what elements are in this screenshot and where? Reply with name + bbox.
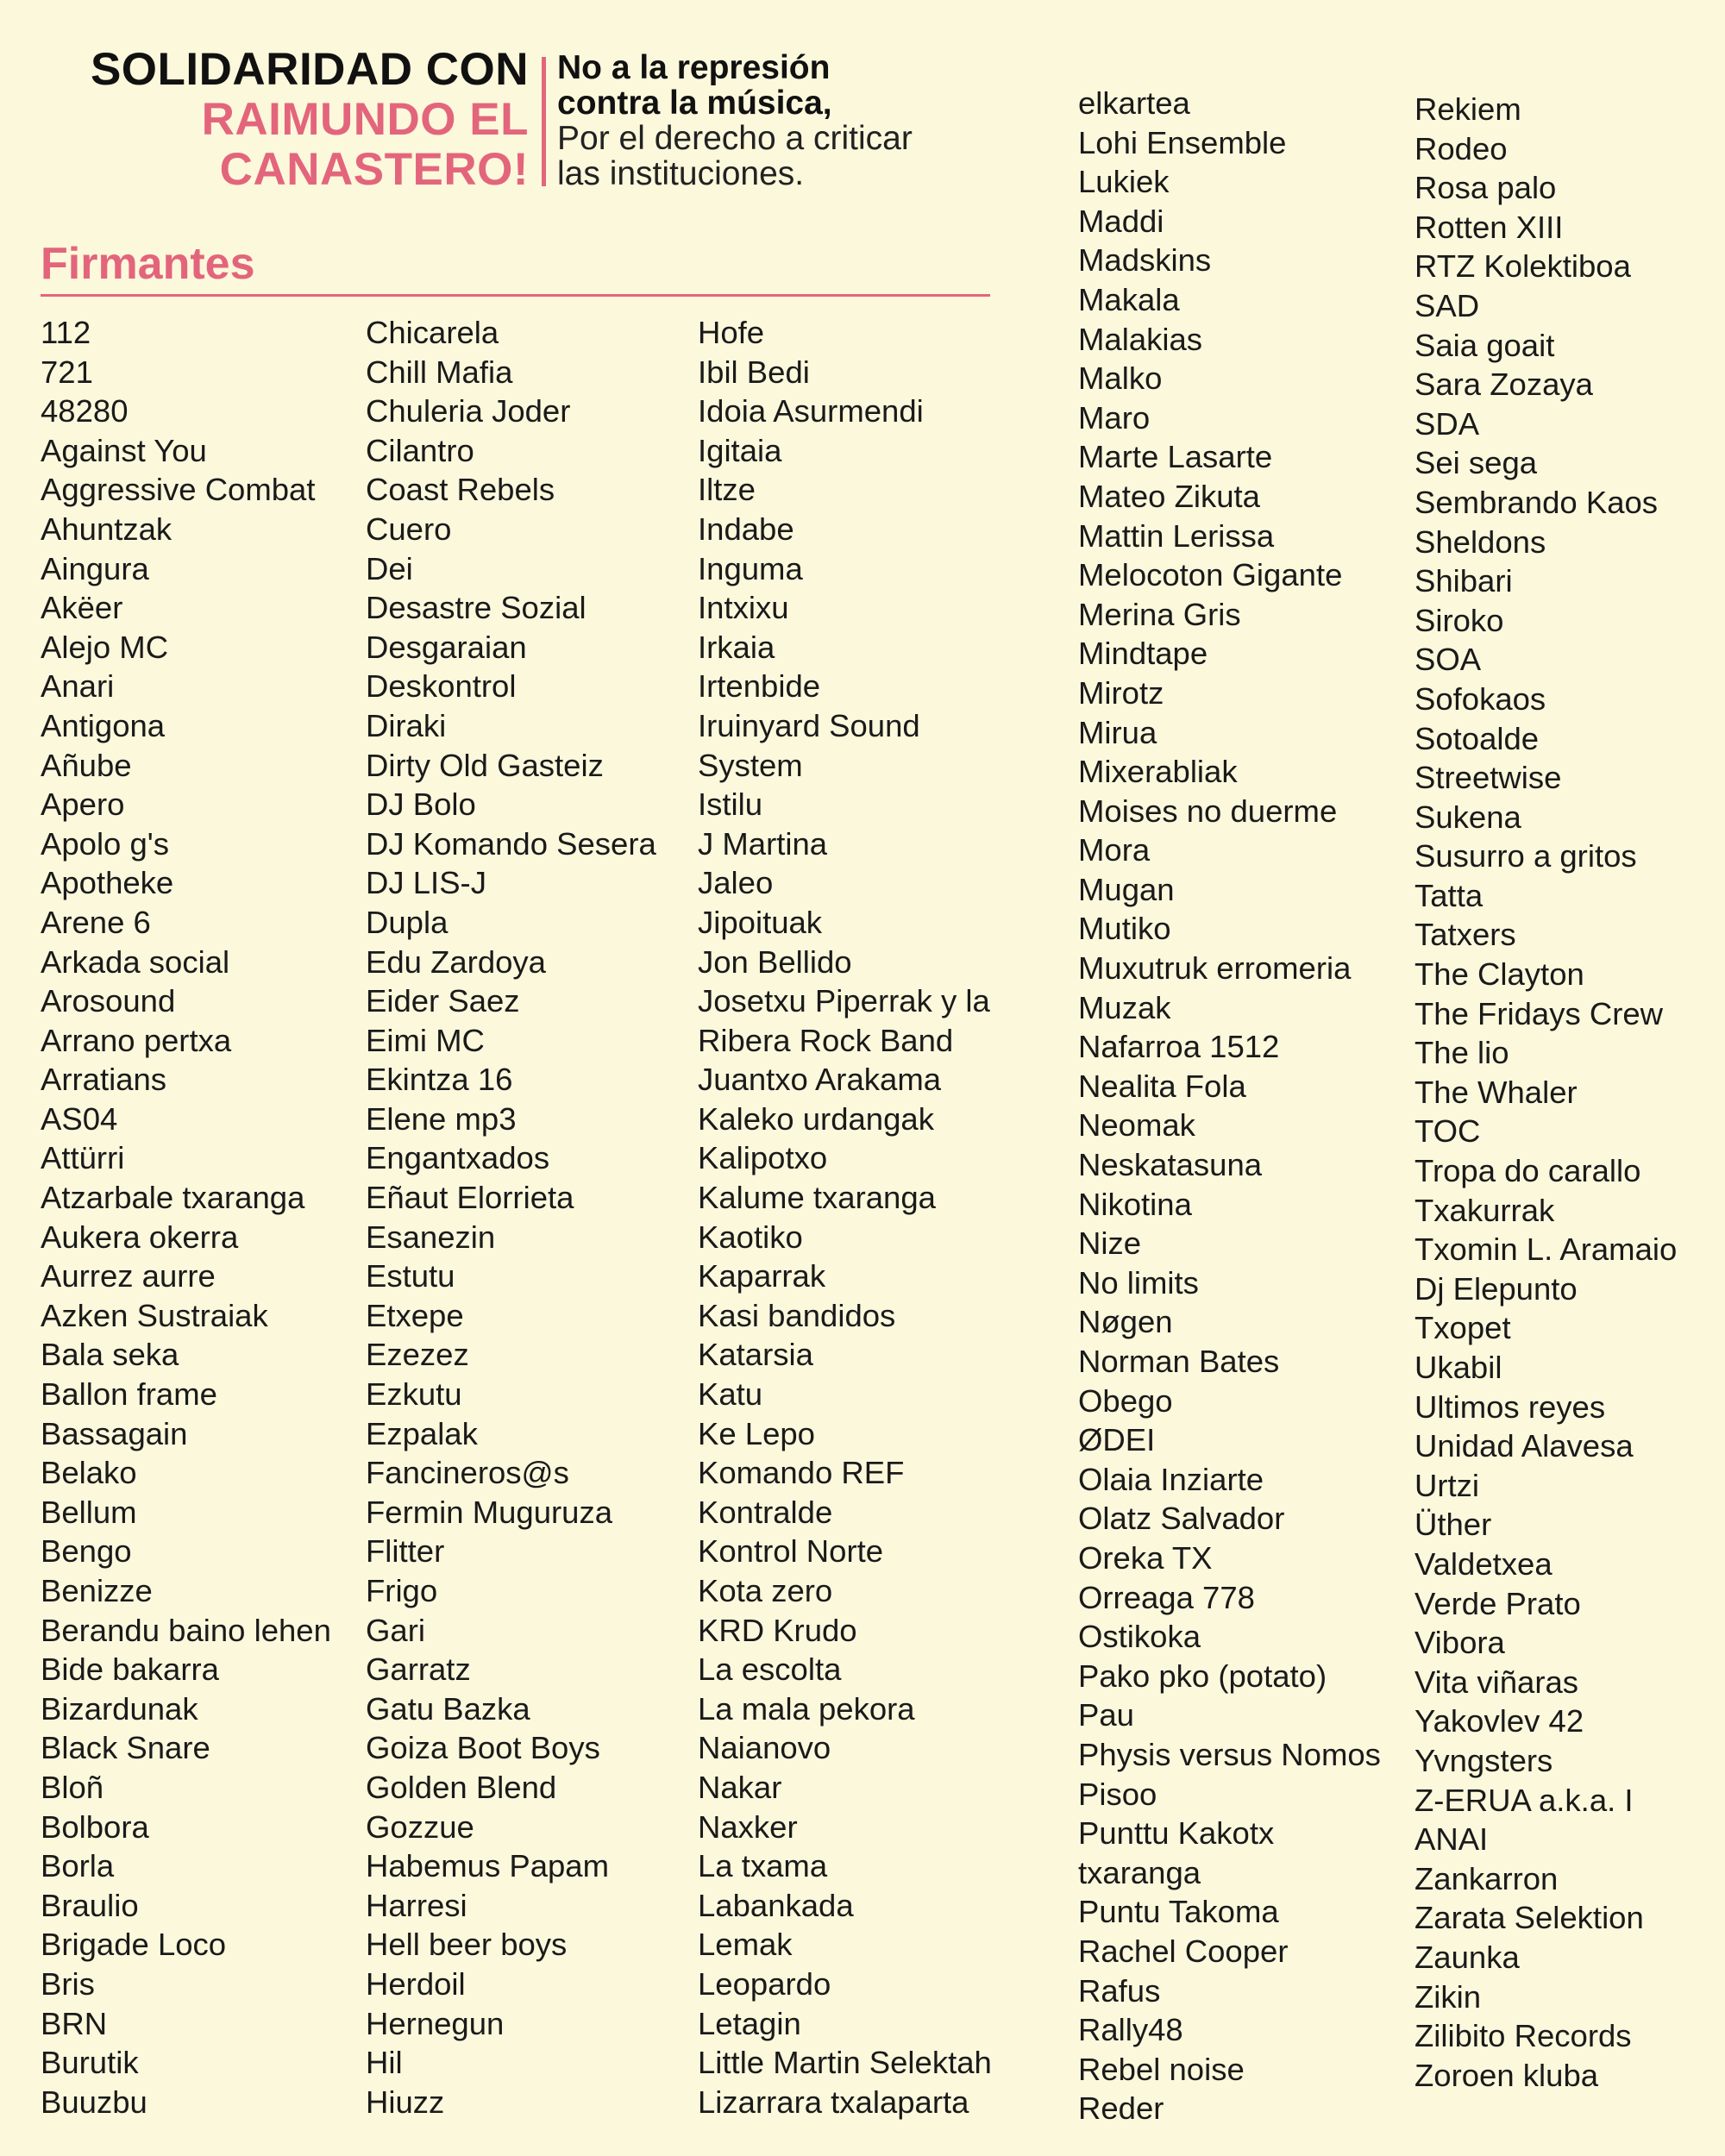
signatory-item: Katu <box>698 1376 763 1413</box>
signatory-item: Streetwise <box>1414 760 1562 796</box>
signatory-item: Coast Rebels <box>366 472 555 508</box>
signatory-item: Little Martin Selektah <box>698 2045 992 2081</box>
signatory-item: Arene 6 <box>41 904 151 940</box>
signatory-item: Txopet <box>1414 1310 1511 1346</box>
signatory-item: Habemus Papam <box>366 1848 610 1884</box>
signatory-item: Kaparrak <box>698 1258 826 1294</box>
signatory-item: Rafus <box>1078 1972 1161 2009</box>
signatory-item: The Whaler <box>1414 1074 1578 1110</box>
headline-line-2: RAIMUNDO EL <box>201 94 529 145</box>
signatory-item: The Fridays Crew <box>1414 995 1664 1031</box>
signatory-item: Marte Lasarte <box>1078 439 1273 475</box>
signatory-item: Dj Elepunto <box>1414 1270 1578 1307</box>
signatory-item: Sara Zozaya <box>1414 367 1593 403</box>
signatory-item: elkartea <box>1078 85 1190 121</box>
signatory-item: Attürri <box>41 1140 125 1176</box>
signatory-item: Irtenbide <box>698 668 821 705</box>
signatory-item: Rotten XIII <box>1414 209 1564 245</box>
signatory-item: Benizze <box>41 1573 153 1608</box>
signatory-item: Ezpalak <box>366 1415 478 1451</box>
signatory-item: Dupla <box>366 904 448 940</box>
signatory-item: Elene mp3 <box>366 1100 517 1137</box>
signatory-item: Pako pko (potato) <box>1078 1658 1327 1694</box>
signatory-item: Yakovlev 42 <box>1414 1703 1584 1739</box>
signatory-item: Chuleria Joder <box>366 393 571 429</box>
signatory-item: Intxixu <box>698 590 789 626</box>
signatory-item: Idoia Asurmendi <box>698 393 924 429</box>
signatory-item: 112 <box>41 315 91 350</box>
signatory-item: La mala pekora <box>698 1690 915 1727</box>
signatory-item: Mirua <box>1078 714 1157 750</box>
signatory-item: Txomin L. Aramaio <box>1414 1232 1678 1268</box>
signatory-item: Orreaga 778 <box>1078 1579 1255 1615</box>
subheadline-line-2: contra la música, <box>557 85 832 122</box>
signatory-item: Bassagain <box>41 1415 188 1451</box>
signatory-item: Zankarron <box>1414 1860 1559 1896</box>
signatory-item: 48280 <box>41 393 129 429</box>
signatory-item: SOA <box>1414 642 1482 678</box>
signatory-item: Aggressive Combat <box>41 472 316 508</box>
signatory-item: No limits <box>1078 1264 1199 1300</box>
signatory-item: Eñaut Elorrieta <box>366 1180 574 1216</box>
signatory-item: SAD <box>1414 287 1480 323</box>
signatory-item: Vibora <box>1414 1625 1505 1661</box>
headline <box>52 45 529 195</box>
signatory-item: Aukera okerra <box>41 1219 239 1255</box>
signatory-item: Bide bakarra <box>41 1651 219 1688</box>
signatory-item: Reder <box>1078 2090 1164 2127</box>
signatory-item: Valdetxea <box>1414 1545 1552 1582</box>
signatory-item: BRN <box>41 2005 108 2041</box>
signatory-item: Mirotz <box>1078 674 1164 711</box>
signatory-item: SDA <box>1414 405 1480 442</box>
signatory-item: Jaleo <box>698 865 774 901</box>
signatory-item: Naianovo <box>698 1730 831 1766</box>
headline-line-3: CANASTERO! <box>219 144 529 195</box>
signatory-item: Bris <box>41 1965 95 2002</box>
signatory-item: Ballon frame <box>41 1376 217 1413</box>
subheadline <box>557 50 913 191</box>
signatory-item: Arkada social <box>41 943 230 980</box>
signatory-item: Malakias <box>1078 321 1203 357</box>
signatory-item: Juantxo Arakama <box>698 1062 942 1098</box>
signatory-item: Rosa palo <box>1414 170 1557 206</box>
subheadline-line-4: las instituciones. <box>557 155 805 192</box>
signatories-column-1 <box>41 313 331 2122</box>
signatory-item: Desgaraian <box>366 629 527 665</box>
signatory-item: Obego <box>1078 1382 1173 1419</box>
signatory-item: Merina Gris <box>1078 596 1241 632</box>
signatory-item: Kasi bandidos <box>698 1297 896 1333</box>
signatory-item: Pau <box>1078 1697 1134 1733</box>
signatory-item: Igitaia <box>698 432 782 468</box>
signatory-item: Susurro a gritos <box>1414 838 1637 874</box>
signatory-item: Madskins <box>1078 242 1212 279</box>
signatory-item: Sukena <box>1414 799 1521 835</box>
signatory-item: Aurrez aurre <box>41 1258 216 1294</box>
signatory-item: Neomak <box>1078 1107 1195 1144</box>
signatory-item: Rebel noise <box>1078 2051 1245 2087</box>
signatory-item: Kontralde <box>698 1494 833 1530</box>
signatory-item: The Clayton <box>1414 956 1584 993</box>
signatory-item: Against You <box>41 432 207 468</box>
signatory-item: Mutiko <box>1078 911 1171 947</box>
signatory-item: Nakar <box>698 1769 782 1805</box>
signatory-item: Lizarrara txalaparta <box>698 2084 969 2120</box>
signatory-item: Muxutruk erromeria <box>1078 950 1352 987</box>
signatory-item: Atzarbale txaranga <box>41 1180 305 1216</box>
signatory-item: La escolta <box>698 1651 842 1688</box>
section-title: Firmantes <box>41 239 255 289</box>
signatory-item: Bloñ <box>41 1769 104 1805</box>
signatory-item: Ostikoka <box>1078 1619 1201 1655</box>
signatory-item: Aingura <box>41 550 149 586</box>
signatory-item: Hiuzz <box>366 2084 445 2120</box>
signatory-item: Desastre Sozial <box>366 590 586 626</box>
signatory-item: Hell beer boys <box>366 1927 568 1963</box>
signatory-item: Edu Zardoya <box>366 943 546 980</box>
signatory-item: Mugan <box>1078 871 1175 907</box>
subheadline-line-1: No a la represión <box>557 49 831 86</box>
signatory-item: Bolbora <box>41 1808 149 1845</box>
signatory-item: Apotheke <box>41 865 174 901</box>
signatory-item: Pisoo <box>1078 1776 1157 1812</box>
signatory-item: Irkaia <box>698 629 775 665</box>
signatory-item: Urtzi <box>1414 1467 1480 1503</box>
signatory-item: Txakurrak <box>1414 1192 1555 1228</box>
signatory-item: Z-ERUA a.k.a. I <box>1414 1782 1634 1818</box>
signatory-item: Hernegun <box>366 2005 505 2041</box>
signatory-item: Shibari <box>1414 563 1513 599</box>
signatory-item: Mixerabliak <box>1078 754 1238 790</box>
signatory-item: Oreka TX <box>1078 1539 1213 1576</box>
signatory-item: ØDEI <box>1078 1422 1156 1458</box>
signatory-item: Frigo <box>366 1573 438 1608</box>
signatory-item: Ekintza 16 <box>366 1062 513 1098</box>
signatory-item: Josetxu Piperrak y la <box>698 983 990 1019</box>
signatory-item: Kaleko urdangak <box>698 1100 934 1137</box>
signatory-item: Sofokaos <box>1414 680 1546 717</box>
signatories-column-3 <box>698 313 992 2122</box>
signatory-item: Ahuntzak <box>41 511 172 547</box>
signatory-item: Deskontrol <box>366 668 517 705</box>
signatory-item: La txama <box>698 1848 828 1884</box>
signatory-item: Sei sega <box>1414 445 1538 481</box>
signatory-item: KRD Krudo <box>698 1612 857 1648</box>
signatory-item: Zaunka <box>1414 1939 1520 1975</box>
signatory-item: Gozzue <box>366 1808 474 1845</box>
signatory-item: DJ Komando Sesera <box>366 825 656 862</box>
signatory-item: Diraki <box>366 707 447 743</box>
signatory-item: Norman Bates <box>1078 1344 1280 1379</box>
signatory-item: Malko <box>1078 360 1163 397</box>
signatory-item: Nafarroa 1512 <box>1078 1029 1280 1065</box>
signatory-item: Arosound <box>41 983 176 1019</box>
signatory-item: Belako <box>41 1455 137 1491</box>
signatory-item: Alejo MC <box>41 629 169 665</box>
signatory-item: Leopardo <box>698 1965 831 2002</box>
signatory-item: Komando REF <box>698 1455 905 1491</box>
signatory-item: Gatu Bazka <box>366 1690 530 1727</box>
signatory-item: Arratians <box>41 1062 167 1098</box>
signatory-item: Unidad Alavesa <box>1414 1428 1634 1464</box>
signatory-item: Iruinyard Sound <box>698 707 920 743</box>
signatory-item: Borla <box>41 1848 115 1884</box>
signatory-item: Maro <box>1078 399 1151 436</box>
signatory-item: Zilibito Records <box>1414 2018 1632 2054</box>
signatory-item: Arrano pertxa <box>41 1022 232 1058</box>
signatory-item: Sotoalde <box>1414 720 1540 756</box>
signatory-item: Zarata Selektion <box>1414 1900 1644 1936</box>
signatory-item: Dei <box>366 550 413 586</box>
signatory-item: Puntu Takoma <box>1078 1894 1279 1930</box>
signatory-item: Antigona <box>41 707 166 743</box>
signatory-item: Eider Saez <box>366 983 520 1019</box>
signatory-item: Iltze <box>698 472 756 508</box>
signatory-item: Kalume txaranga <box>698 1180 936 1216</box>
signatory-item: Bizardunak <box>41 1690 198 1727</box>
header-divider <box>542 57 546 186</box>
signatory-item: Golden Blend <box>366 1769 557 1805</box>
signatory-item: Mindtape <box>1078 636 1208 672</box>
signatory-item: Labankada <box>698 1887 854 1923</box>
signatory-item: Muzak <box>1078 989 1171 1025</box>
signatory-item: Jon Bellido <box>698 943 852 980</box>
signatory-item: Estutu <box>366 1258 455 1294</box>
signatory-item: Lukiek <box>1078 164 1170 200</box>
signatory-item: J Martina <box>698 825 828 862</box>
signatory-item: Black Snare <box>41 1730 210 1766</box>
signatory-item: Mateo Zikuta <box>1078 478 1260 514</box>
signatory-item: Vita viñaras <box>1414 1664 1579 1700</box>
signatory-item: Moises no duerme <box>1078 793 1338 829</box>
signatory-item: 721 <box>41 354 93 390</box>
signatory-item: Ke Lepo <box>698 1415 815 1451</box>
signatory-item: Punttu Kakotx <box>1078 1815 1275 1852</box>
signatory-item: System <box>698 747 803 783</box>
signatory-item: Ukabil <box>1414 1350 1502 1385</box>
signatory-item: Saia goait <box>1414 327 1555 363</box>
signatory-item: Azken Sustraiak <box>41 1297 268 1333</box>
signatory-item: Bellum <box>41 1494 137 1530</box>
signatory-item: Ezezez <box>366 1337 469 1373</box>
signatory-item: Rodeo <box>1414 130 1508 166</box>
signatory-item: Buuzbu <box>41 2084 147 2120</box>
signatory-item: Lohi Ensemble <box>1078 124 1287 160</box>
signatory-item: Kontrol Norte <box>698 1533 884 1570</box>
signatory-item: DJ LIS-J <box>366 865 486 901</box>
signatory-item: ANAI <box>1414 1821 1489 1858</box>
signatory-item: Añube <box>41 747 132 783</box>
signatory-item: Yvngsters <box>1414 1742 1553 1778</box>
signatory-item: txaranga <box>1078 1854 1201 1890</box>
signatory-item: Burutik <box>41 2045 139 2081</box>
signatory-item: Berandu baino lehen <box>41 1612 331 1648</box>
signatory-item: Cilantro <box>366 432 474 468</box>
signatory-item: Jipoituak <box>698 904 823 940</box>
signatory-item: Apero <box>41 787 125 823</box>
signatory-item: Harresi <box>366 1887 467 1923</box>
signatory-item: Nize <box>1078 1225 1142 1262</box>
signatory-item: The lio <box>1414 1035 1509 1071</box>
signatory-item: Fermin Muguruza <box>366 1494 613 1530</box>
subheadline-line-3: Por el derecho a criticar <box>557 120 913 157</box>
signatory-item: Neskatasuna <box>1078 1147 1263 1183</box>
signatory-item: DJ Bolo <box>366 787 476 823</box>
signatory-item: Braulio <box>41 1887 139 1923</box>
signatory-item: Chicarela <box>366 315 499 350</box>
signatory-item: Hofe <box>698 315 765 350</box>
signatory-item: Mora <box>1078 832 1151 868</box>
signatory-item: Anari <box>41 668 115 705</box>
signatory-item: Nealita Fola <box>1078 1068 1246 1104</box>
signatory-item: Etxepe <box>366 1297 464 1333</box>
signatory-item: Hil <box>366 2045 403 2081</box>
signatory-item: Gari <box>366 1612 425 1648</box>
signatory-item: Istilu <box>698 787 763 823</box>
signatory-item: Melocoton Gigante <box>1078 557 1343 593</box>
signatory-item: Apolo g's <box>41 825 170 862</box>
signatory-item: Katarsia <box>698 1337 813 1373</box>
signatory-item: Nøgen <box>1078 1304 1173 1340</box>
signatory-item: Nikotina <box>1078 1186 1192 1222</box>
signatory-item: Lemak <box>698 1927 793 1963</box>
signatory-item: Goiza Boot Boys <box>366 1730 600 1766</box>
signatory-item: Letagin <box>698 2005 801 2041</box>
signatory-item: Herdoil <box>366 1965 466 2002</box>
signatory-item: Ultimos reyes <box>1414 1388 1606 1425</box>
signatory-item: Indabe <box>698 511 794 547</box>
signatory-item: Akëer <box>41 590 123 626</box>
signatory-item: Kalipotxo <box>698 1140 828 1176</box>
signatory-item: Physis versus Nomos <box>1078 1736 1381 1772</box>
signatory-item: Dirty Old Gasteiz <box>366 747 604 783</box>
signatory-item: AS04 <box>41 1100 118 1137</box>
signatory-item: Tatta <box>1414 877 1484 913</box>
signatories-column-5 <box>1414 90 1677 2095</box>
signatory-item: Kaotiko <box>698 1219 803 1255</box>
signatory-item: Cuero <box>366 511 452 547</box>
section-divider <box>41 294 990 297</box>
signatory-item: Tatxers <box>1414 917 1516 953</box>
signatory-item: RTZ Kolektiboa <box>1414 248 1631 285</box>
signatory-item: Bala seka <box>41 1337 179 1373</box>
signatory-item: Sembrando Kaos <box>1414 484 1659 520</box>
signatory-item: Üther <box>1414 1507 1492 1543</box>
signatory-item: Zikin <box>1414 1978 1482 2015</box>
signatory-item: Maddi <box>1078 203 1164 239</box>
signatories-column-2 <box>366 313 656 2122</box>
signatory-item: Rally48 <box>1078 2012 1183 2048</box>
signatory-item: Siroko <box>1414 602 1504 638</box>
signatory-item: Tropa do carallo <box>1414 1153 1641 1189</box>
signatory-item: Naxker <box>698 1808 798 1845</box>
signatory-item: Fancineros@s <box>366 1455 569 1491</box>
signatory-item: Inguma <box>698 550 803 586</box>
signatory-item: Ezkutu <box>366 1376 462 1413</box>
signatory-item: Flitter <box>366 1533 445 1570</box>
signatory-item: Ibil Bedi <box>698 354 810 390</box>
signatory-item: Rachel Cooper <box>1078 1933 1289 1969</box>
signatory-item: Sheldons <box>1414 523 1546 560</box>
headline-line-1: SOLIDARIDAD CON <box>90 44 529 95</box>
signatory-item: Verde Prato <box>1414 1585 1581 1621</box>
signatory-item: Olaia Inziarte <box>1078 1461 1264 1497</box>
signatory-item: Mattin Lerissa <box>1078 517 1275 554</box>
signatory-item: Eimi MC <box>366 1022 485 1058</box>
signatory-item: Brigade Loco <box>41 1927 227 1963</box>
signatory-item: Engantxados <box>366 1140 550 1176</box>
signatory-item: Chill Mafia <box>366 354 513 390</box>
signatory-item: Bengo <box>41 1533 132 1570</box>
signatories-column-4 <box>1078 84 1381 2128</box>
signatory-item: Esanezin <box>366 1219 496 1255</box>
signatory-item: Rekiem <box>1414 91 1521 127</box>
signatory-item: TOC <box>1414 1113 1481 1150</box>
signatory-item: Kota zero <box>698 1573 833 1608</box>
signatory-item: Ribera Rock Band <box>698 1022 954 1058</box>
signatory-item: Makala <box>1078 281 1180 317</box>
signatory-item: Olatz Salvador <box>1078 1501 1285 1537</box>
signatory-item: Zoroen kluba <box>1414 2057 1599 2093</box>
signatory-item: Garratz <box>366 1651 471 1688</box>
